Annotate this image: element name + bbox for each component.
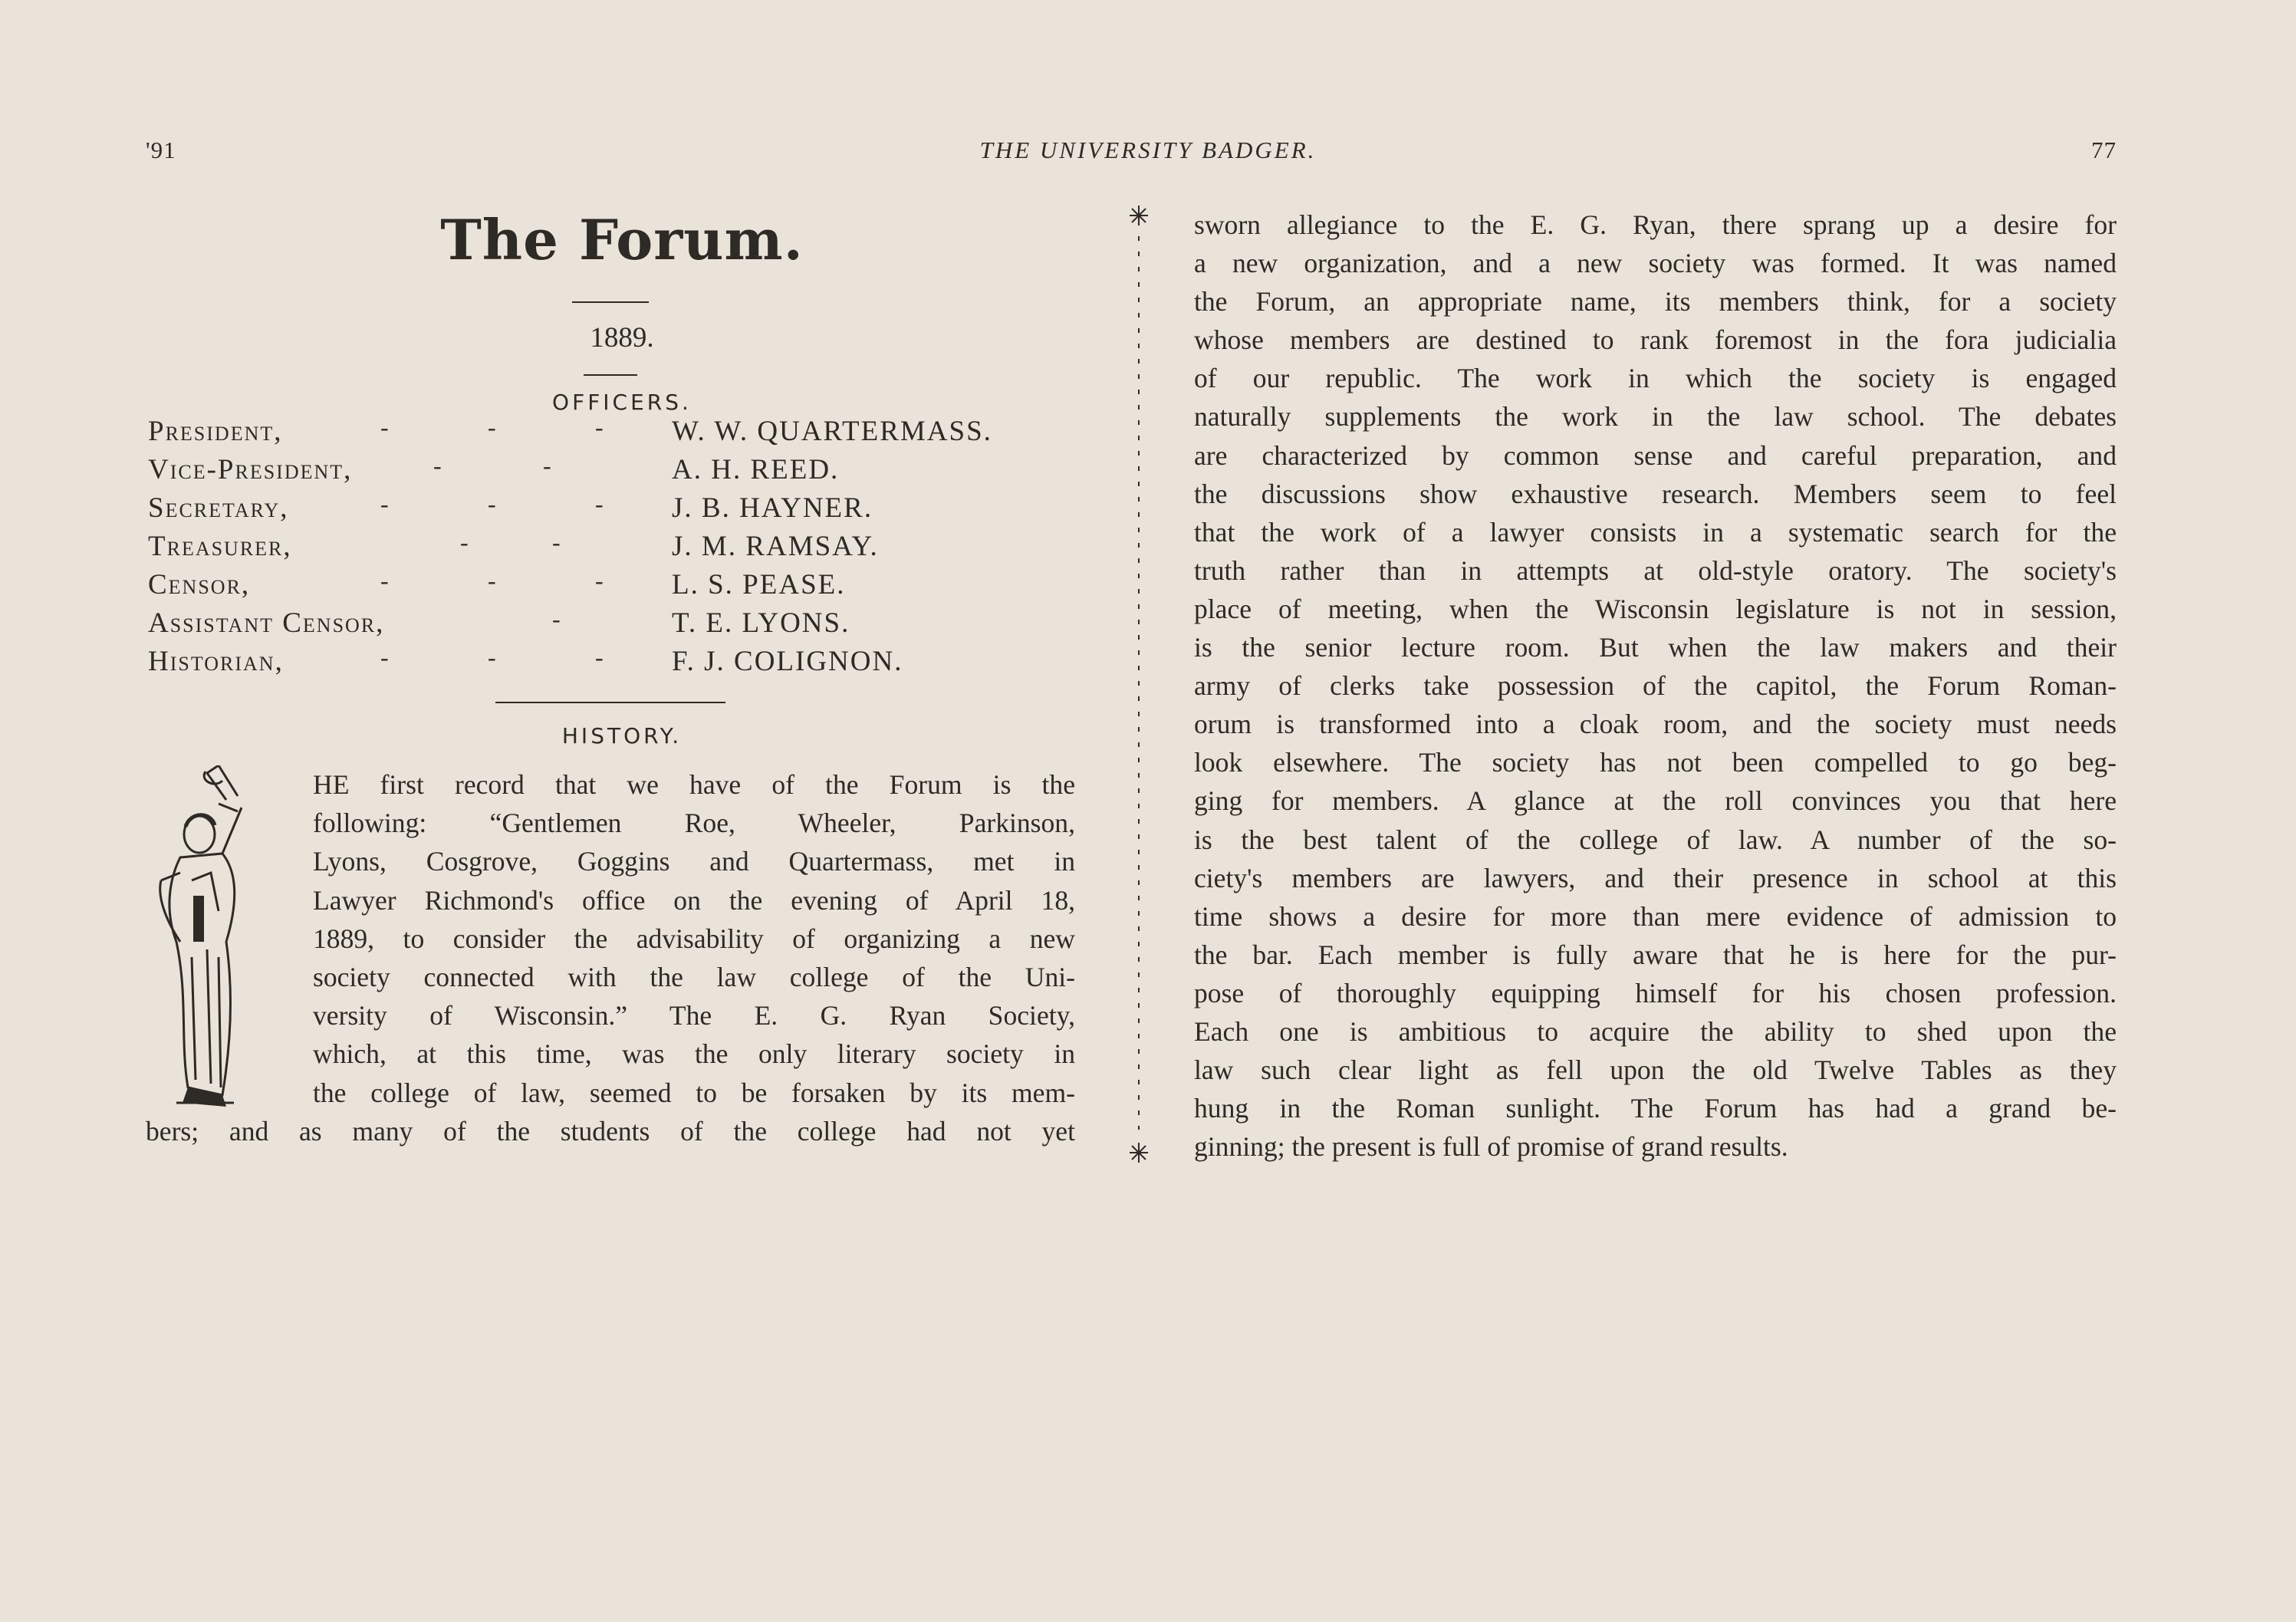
leader-dash: - (543, 452, 551, 479)
officer-title: Vice-President, (148, 454, 353, 485)
body-line: a new organization, and a new society was formed. It was named (1194, 248, 2117, 279)
leader-dash: - (380, 643, 389, 671)
officer-title: Secretary, (148, 492, 289, 524)
officer-name: J. M. RAMSAY. (672, 531, 879, 562)
body-line: is the best talent of the college of law. A number of the so- (1194, 824, 2117, 855)
officer-row (146, 605, 1075, 646)
leader-dash: - (488, 643, 496, 671)
leader-dash: - (433, 452, 442, 479)
leader-dash: - (460, 528, 469, 556)
body-line: ginning; the present is full of promise of grand results. (1194, 1131, 1788, 1163)
history-line: Lyons, Cosgrove, Goggins and Quartermass, met in (313, 846, 1075, 877)
officer-name: L. S. PEASE. (672, 569, 846, 600)
body-line: the Forum, an appropriate name, its members think, for a society (1194, 286, 2117, 317)
officer-title: Assistant Censor, (148, 607, 385, 639)
officer-name: W. W. QUARTERMASS. (672, 416, 992, 447)
body-line: truth rather than in attempts at old-style oratory. The society's (1194, 554, 2117, 586)
body-line: are characterized by common sense and careful preparation, and (1194, 439, 2117, 471)
officers-list (146, 413, 1075, 685)
leader-dash: - (380, 413, 389, 441)
body-line: the bar. Each member is fully aware that he is here for the pur- (1194, 939, 2117, 970)
body-line: look elsewhere. The society has not been compelled to go beg- (1194, 747, 2117, 778)
article-title: The Forum. (440, 207, 804, 272)
year-rule (584, 374, 637, 376)
section-rule (495, 702, 725, 703)
officer-title: Censor, (148, 569, 251, 600)
body-line: whose members are destined to rank foremost in the fora judicialia (1194, 324, 2117, 356)
officer-row (146, 413, 1075, 455)
officer-row (146, 452, 1075, 493)
officer-name: F. J. COLIGNON. (672, 646, 903, 677)
body-line: hung in the Roman sunlight. The Forum has had a grand be- (1194, 1093, 2117, 1124)
history-line: which, at this time, was the only literary society in (313, 1038, 1075, 1070)
leader-dash: - (595, 567, 604, 594)
officer-name: T. E. LYONS. (672, 607, 850, 639)
body-line: the discussions show exhaustive research. Members seem to feel (1194, 478, 2117, 509)
body-line: of our republic. The work in which the society is engaged (1194, 363, 2117, 394)
body-line: ging for members. A glance at the roll convinces you that here (1194, 785, 2117, 817)
history-heading: HISTORY. (561, 723, 683, 748)
leader-dash: - (380, 490, 389, 518)
leader-dash: - (488, 413, 496, 441)
year-label: 1889. (590, 322, 654, 354)
history-line: bers; and as many of the students of the college had not yet (146, 1115, 1075, 1147)
running-head-year: '91 (146, 137, 176, 163)
page-number: 77 (2091, 137, 2117, 163)
leader-dash: - (595, 413, 604, 441)
body-line: naturally supplements the work in the law school. The debates (1194, 401, 2117, 433)
history-line: following: “Gentlemen Roe, Wheeler, Parkinson, (313, 808, 1075, 839)
officers-heading: OFFICERS. (552, 390, 692, 415)
history-line: versity of Wisconsin.” The E. G. Ryan Society, (313, 1000, 1075, 1031)
body-line: orum is transformed into a cloak room, and the society must needs (1194, 709, 2117, 740)
history-line: HE first record that we have of the Forum is the (313, 769, 1075, 800)
body-line: is the senior lecture room. But when the law makers and their (1194, 632, 2117, 663)
officer-row (146, 528, 1075, 570)
officer-row (146, 490, 1075, 531)
running-head-title: THE UNIVERSITY BADGER. (979, 137, 1317, 163)
leader-dash: - (488, 490, 496, 518)
history-line: the college of law, seemed to be forsaken by its mem- (313, 1077, 1075, 1108)
officer-name: A. H. REED. (672, 454, 840, 485)
body-line: time shows a desire for more than mere evidence of admission to (1194, 900, 2117, 932)
officer-title: President, (148, 416, 283, 447)
body-line: law such clear light as fell upon the old Twelve Tables as they (1194, 1054, 2117, 1086)
history-line: society connected with the law college of the Uni- (313, 961, 1075, 992)
right-column (1194, 206, 2117, 1166)
body-line: pose of thoroughly equipping himself for his chosen profession. (1194, 977, 2117, 1008)
leader-dash: - (552, 528, 561, 556)
officer-title: Historian, (148, 646, 284, 677)
leader-dash: - (488, 567, 496, 594)
title-rule (572, 301, 649, 303)
body-line: place of meeting, when the Wisconsin legislature is not in session, (1194, 593, 2117, 624)
history-text (146, 765, 1075, 1150)
officer-title: Treasurer, (148, 531, 292, 562)
body-line: army of clerks take possession of the capitol, the Forum Roman- (1194, 670, 2117, 702)
officer-name: J. B. HAYNER. (672, 492, 873, 524)
officer-row (146, 643, 1075, 685)
leader-dash: - (552, 605, 561, 633)
officer-row (146, 567, 1075, 608)
body-line: ciety's members are lawyers, and their presence in school at this (1194, 862, 2117, 893)
orator-illustration-icon (146, 765, 311, 1118)
leader-dash: - (380, 567, 389, 594)
ornamental-divider-icon (1127, 206, 1150, 1164)
left-column (146, 196, 1075, 1150)
body-line: sworn allegiance to the E. G. Ryan, there sprang up a desire for (1194, 209, 2117, 240)
body-line: Each one is ambitious to acquire the ability to shed upon the (1194, 1015, 2117, 1047)
history-line: Lawyer Richmond's office on the evening of April 18, (313, 884, 1075, 916)
leader-dash: - (595, 490, 604, 518)
body-line: that the work of a lawyer consists in a systematic search for the (1194, 516, 2117, 548)
leader-dash: - (595, 643, 604, 671)
history-line: 1889, to consider the advisability of organizing a new (313, 923, 1075, 954)
